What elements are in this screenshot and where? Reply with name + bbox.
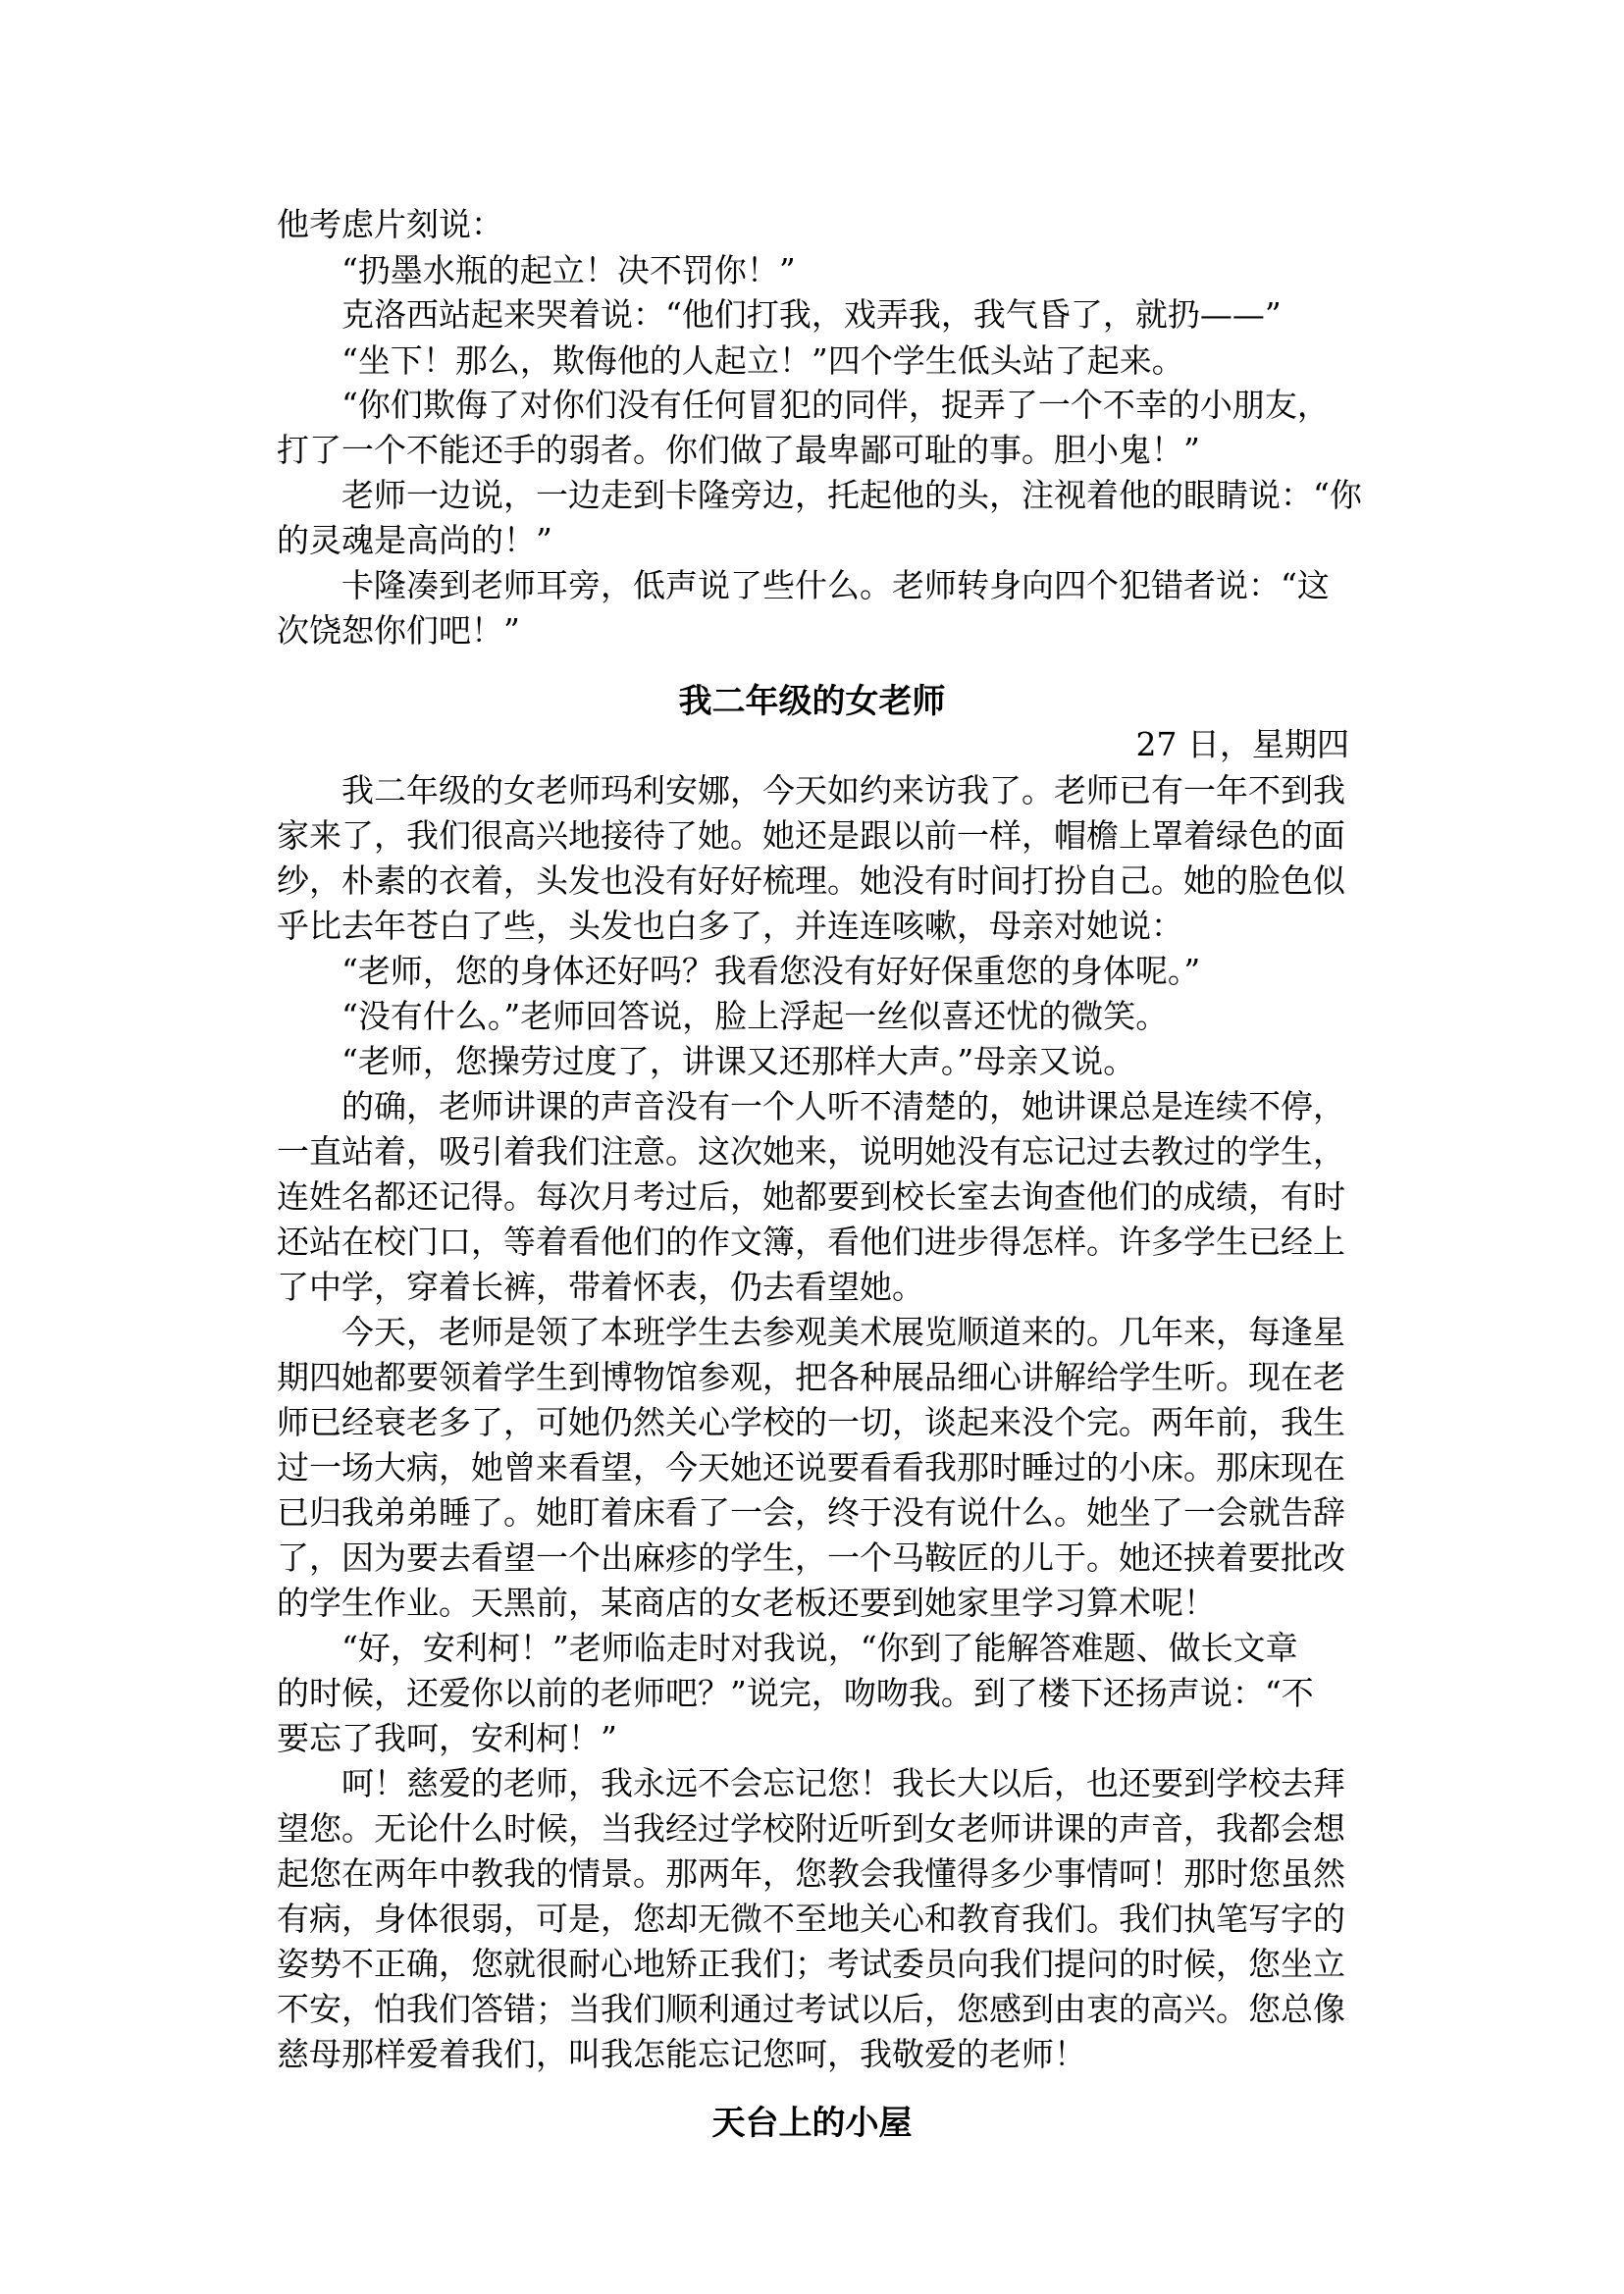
text-line: 期四她都要领着学生到博物馆参观，把各种展品细心讲解给学生听。现在老 — [277, 1358, 1345, 1396]
text-line: 连姓名都还记得。每次月考过后，她都要到校长室去询查他们的成绩，有时 — [277, 1177, 1345, 1216]
text-line: 望您。无论什么时候，当我经过学校附近听到女老师讲课的声音，我都会想 — [277, 1809, 1345, 1848]
section-title: 天台上的小屋 — [711, 2104, 913, 2143]
section-title: 我二年级的女老师 — [678, 682, 946, 721]
text-line: 一直站着，吸引着我们注意。这次她来，说明她没有忘记过去教过的学生， — [277, 1132, 1345, 1171]
text-line: 呵！慈爱的老师，我永远不会忘记您！我长大以后，也还要到学校去拜 — [341, 1764, 1345, 1802]
text-line: 师已经衰老多了，可她仍然关心学校的一切，谈起来没个完。两年前，我生 — [277, 1403, 1345, 1441]
text-line: 纱，朴素的衣着，头发也没有好好梳理。她没有时间打扮自己。她的脸色似 — [277, 861, 1345, 900]
text-line: 要忘了我呵，安利柯！” — [277, 1719, 617, 1757]
text-line: 卡隆凑到老师耳旁，低声说了些什么。老师转身向四个犯错者说：“这 — [341, 566, 1330, 604]
text-line: 不安，怕我们答错；当我们顺利通过考试以后，您感到由衷的高兴。您总像 — [277, 1990, 1345, 2028]
text-line: 已归我弟弟睡了。她盯着床看了一会，终于没有说什么。她坐了一会就告辞 — [277, 1493, 1345, 1532]
text-line: 起您在两年中教我的情景。那两年，您教会我懂得多少事情呵！那时您虽然 — [277, 1854, 1345, 1893]
text-line: 老师一边说，一边走到卡隆旁边，托起他的头，注视着他的眼睛说：“你 — [341, 476, 1362, 514]
text-line: 今天，老师是领了本班学生去参观美术展览顺道来的。几年来，每逢星 — [341, 1313, 1345, 1351]
text-line: 有病，身体很弱，可是，您却无微不至地关心和教育我们。我们执笔写字的 — [277, 1900, 1345, 1938]
text-line: 家来了，我们很高兴地接待了她。她还是跟以前一样，帽檐上罩着绿色的面 — [277, 816, 1345, 855]
text-line: 了中学，穿着长裤，带着怀表，仍去看望她。 — [277, 1268, 924, 1306]
text-line: “没有什么。”老师回答说，脸上浮起一丝似喜还忧的微笑。 — [341, 997, 1169, 1035]
date-line: 27 日，星期四 — [1135, 725, 1349, 763]
text-line: “老师，您操劳过度了，讲课又还那样大声。”母亲又说。 — [341, 1042, 1136, 1080]
text-line: “坐下！那么，欺侮他的人起立！”四个学生低头站了起来。 — [341, 341, 1184, 380]
text-line: 我二年级的女老师玛利安娜，今天如约来访我了。老师已有一年不到我 — [341, 771, 1345, 809]
text-line: 次饶恕你们吧！” — [277, 611, 520, 650]
text-line: 了，因为要去看望一个出麻疹的学生，一个马鞍匠的儿于。她还挟着要批改 — [277, 1538, 1345, 1577]
text-line: “你们欺侮了对你们没有任何冒犯的同伴，捉弄了一个不幸的小朋友， — [341, 386, 1330, 424]
text-line: 打了一个不能还手的弱者。你们做了最卑鄙可耻的事。胆小鬼！” — [277, 431, 1200, 469]
text-line: 乎比去年苍白了些，头发也白多了，并连连咳嗽，母亲对她说： — [277, 907, 1183, 945]
text-line: 还站在校门口，等着看他们的作文簿，看他们进步得怎样。许多学生已经上 — [277, 1223, 1345, 1261]
text-line: “扔墨水瓶的起立！决不罚你！” — [341, 251, 796, 289]
text-line: 他考虑片刻说： — [277, 205, 503, 243]
text-line: 的确，老师讲课的声音没有一个人听不清楚的，她讲课总是连续不停， — [341, 1087, 1345, 1125]
text-line: 的时候，还爱你以前的老师吧？”说完，吻吻我。到了楼下还扬声说：“不 — [277, 1674, 1314, 1712]
text-line: 的灵魂是高尚的！” — [277, 521, 552, 559]
text-line: 克洛西站起来哭着说：“他们打我，戏弄我，我气昏了，就扔——” — [341, 295, 1282, 334]
text-line: “好，安利柯！”老师临走时对我说，“你到了能解答难题、做长文章 — [341, 1629, 1298, 1667]
text-line: 的学生作业。天黑前，某商店的女老板还要到她家里学习算术呢！ — [277, 1584, 1216, 1622]
text-line: 慈母那样爱着我们，叫我怎能忘记您呵，我敬爱的老师！ — [277, 2035, 1086, 2073]
text-line: 过一场大病，她曾来看望，今天她还说要看看我那时睡过的小床。那床现在 — [277, 1448, 1345, 1486]
text-line: 姿势不正确，您就很耐心地矫正我们；考试委员向我们提问的时候，您坐立 — [277, 1945, 1345, 1983]
text-line: “老师，您的身体还好吗？我看您没有好好保重您的身体呢。” — [341, 952, 1201, 990]
